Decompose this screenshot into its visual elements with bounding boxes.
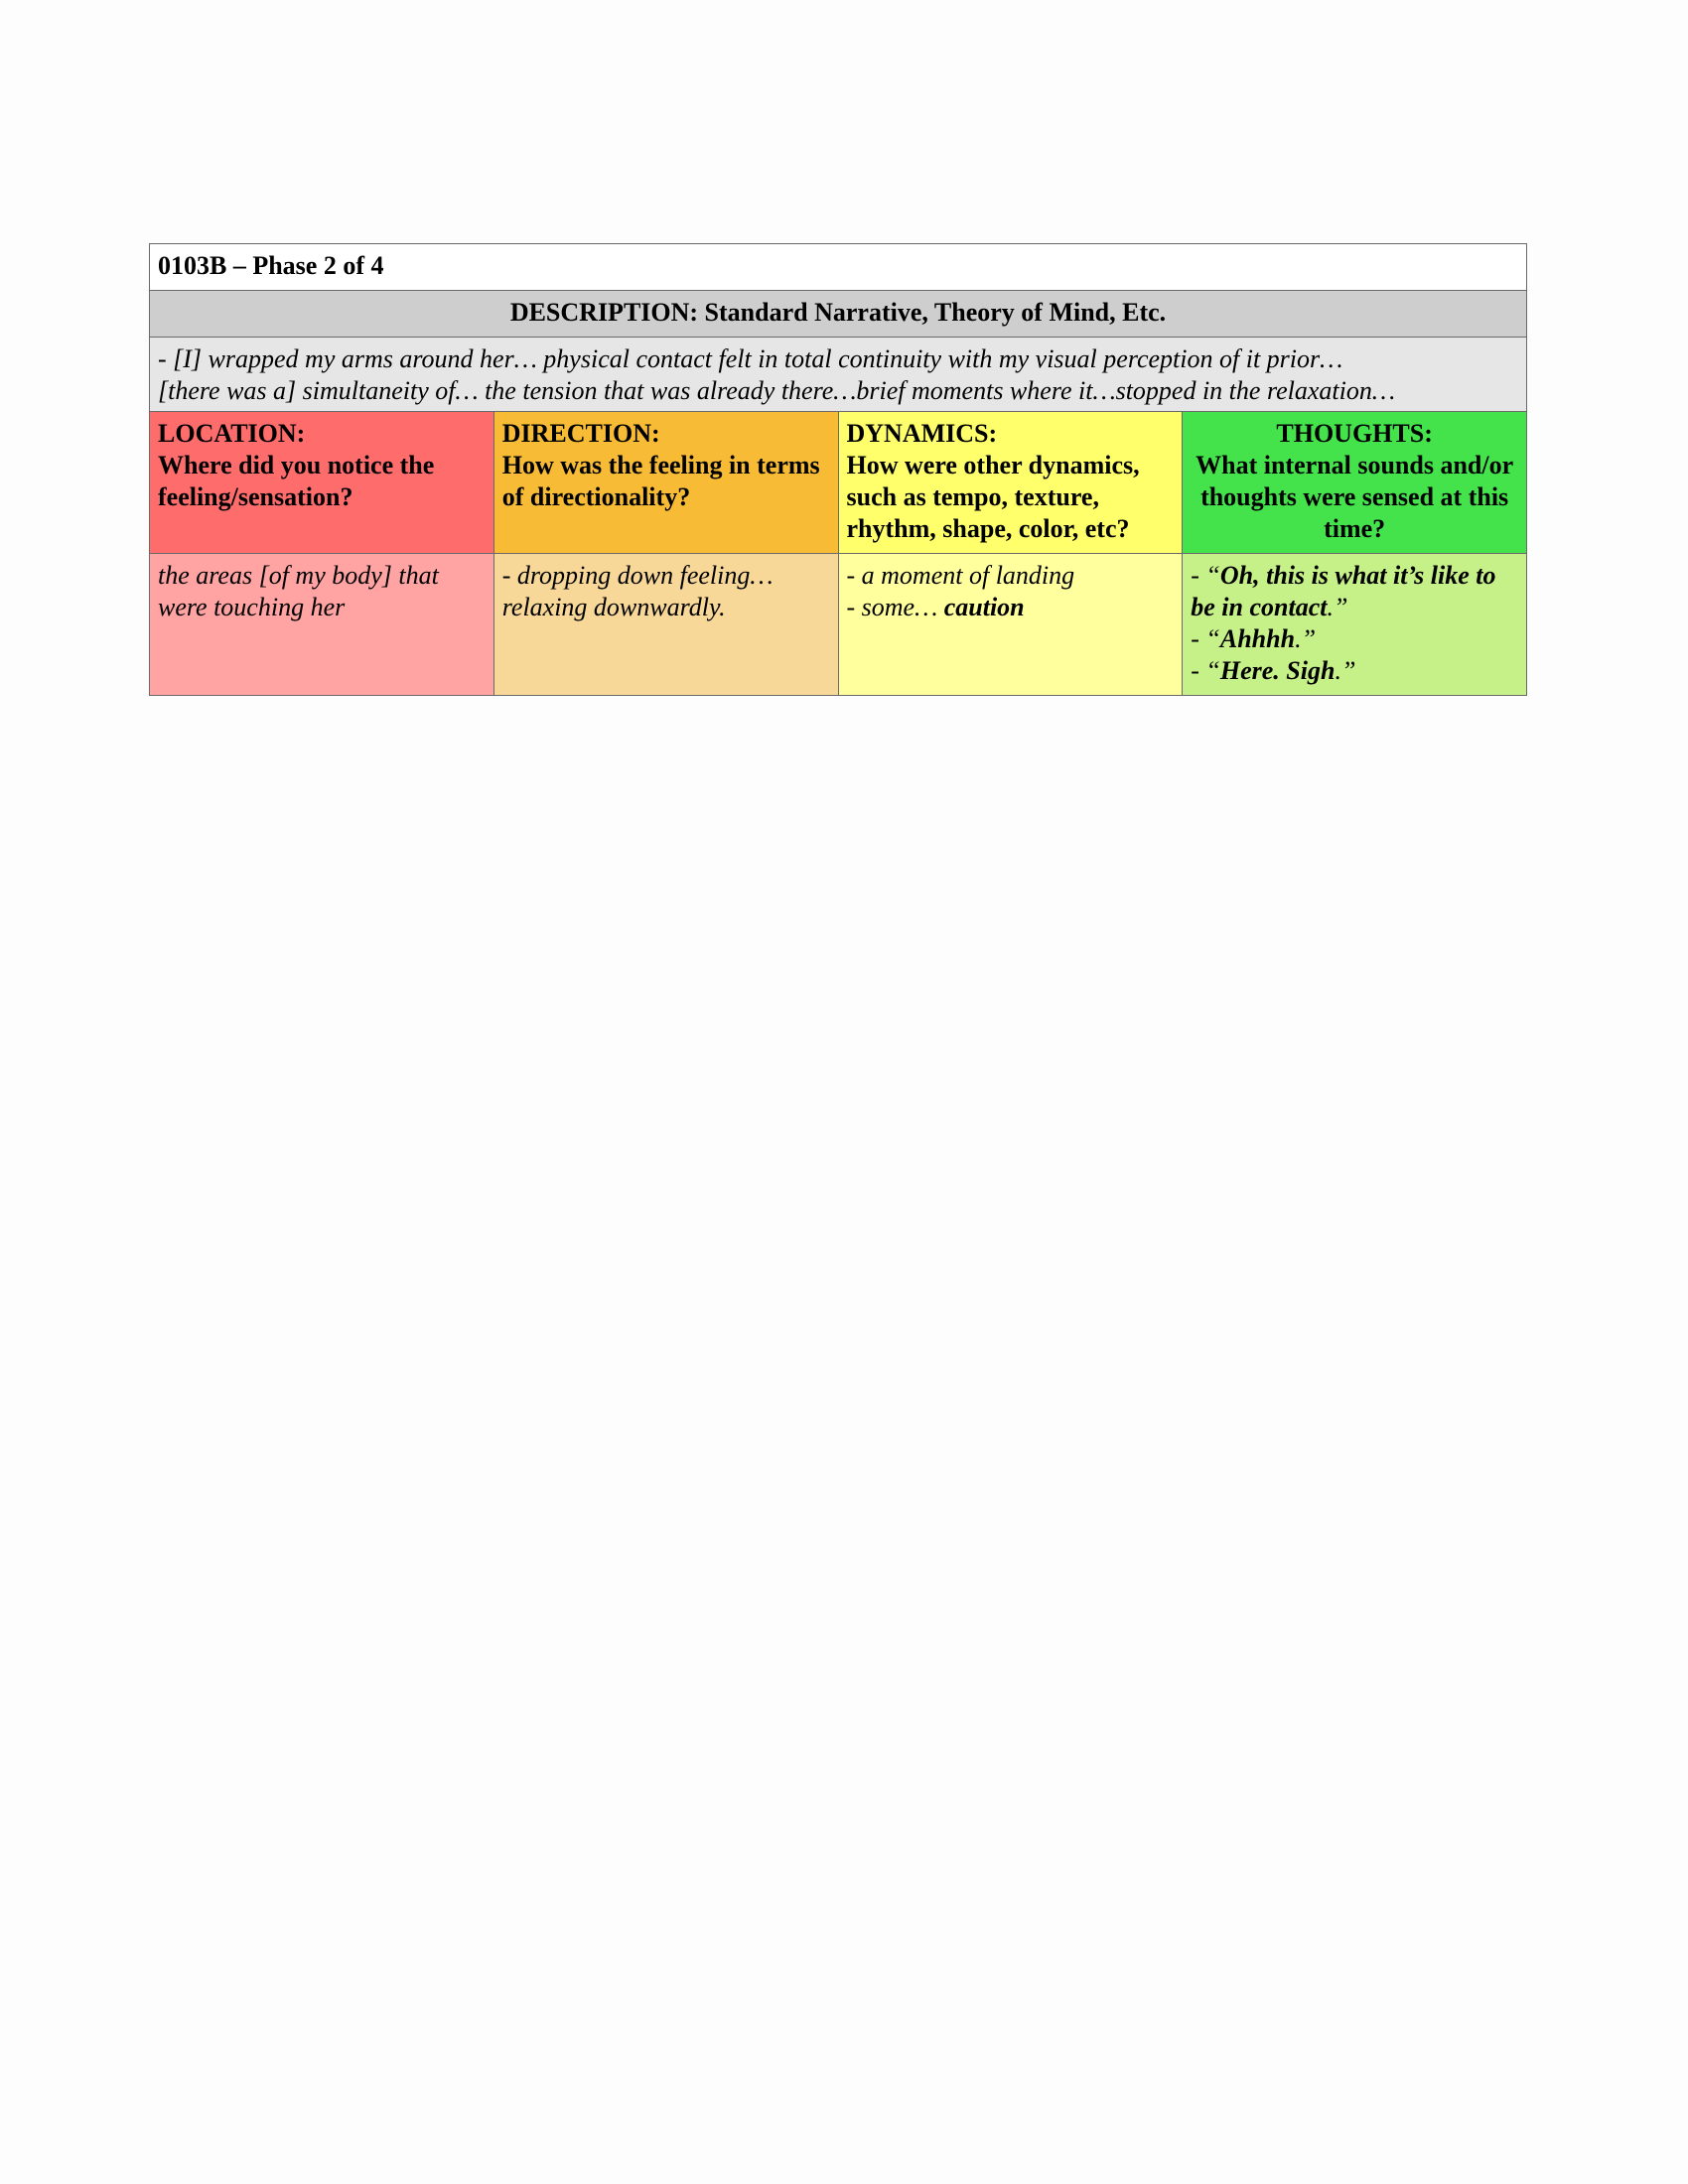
thoughts-answer xyxy=(1183,554,1527,696)
description-header: DESCRIPTION: Standard Narrative, Theory of Mind, Etc. xyxy=(150,291,1527,338)
dynamics-heading: DYNAMICS: xyxy=(846,419,998,448)
thoughts-answer-suffix: .” xyxy=(1327,593,1348,621)
phase-table xyxy=(149,243,1527,696)
location-answer: the areas [of my body] that were touching her xyxy=(150,554,494,696)
description-line-1: - [I] wrapped my arms around her… physical contact felt in total continuity with my visual perception of it prior… xyxy=(158,344,1343,373)
dynamics-answer-emphasis: caution xyxy=(943,593,1025,621)
location-question: Where did you notice the feeling/sensation? xyxy=(158,451,435,511)
thoughts-heading: THOUGHTS: xyxy=(1276,419,1433,448)
document-title: 0103B – Phase 2 of 4 xyxy=(150,244,1527,291)
dynamics-answer-prefix: - some… xyxy=(846,593,944,621)
thoughts-answer-prefix: - “ xyxy=(1191,624,1220,653)
direction-question: How was the feeling in terms of directionality? xyxy=(501,451,820,511)
thoughts-answer-prefix: - “ xyxy=(1191,656,1220,685)
thoughts-answer-line-2 xyxy=(1191,623,1518,655)
thoughts-answer-suffix: .” xyxy=(1335,656,1356,685)
thoughts-answer-emphasis: Ahhhh xyxy=(1219,624,1296,653)
thoughts-question: What internal sounds and/or thoughts were sensed at this time? xyxy=(1196,451,1514,543)
direction-answer: - dropping down feeling… relaxing downwardly. xyxy=(493,554,838,696)
description-text xyxy=(150,338,1527,412)
thoughts-answer-line-1 xyxy=(1191,560,1518,623)
thoughts-answer-emphasis: Oh, this is what it’s like to be in contact xyxy=(1191,561,1496,621)
thoughts-answer-line-3 xyxy=(1191,655,1518,687)
direction-header-cell xyxy=(493,412,838,554)
thoughts-header-cell xyxy=(1183,412,1527,554)
dynamics-answer xyxy=(838,554,1183,696)
dynamics-header-cell xyxy=(838,412,1183,554)
direction-heading: DIRECTION: xyxy=(501,419,660,448)
dynamics-answer-line-2 xyxy=(847,592,1175,623)
description-line-2: [there was a] simultaneity of… the tension that was already there…brief moments where it…stopped in the relaxation… xyxy=(158,376,1395,405)
dynamics-answer-line-1: - a moment of landing xyxy=(846,561,1075,590)
location-header-cell xyxy=(150,412,494,554)
thoughts-answer-prefix: - “ xyxy=(1191,561,1220,590)
thoughts-answer-emphasis: Here. Sigh xyxy=(1219,656,1336,685)
dynamics-question: How were other dynamics, such as tempo, texture, rhythm, shape, color, etc? xyxy=(846,451,1140,543)
location-heading: LOCATION: xyxy=(158,419,306,448)
thoughts-answer-suffix: .” xyxy=(1295,624,1317,653)
